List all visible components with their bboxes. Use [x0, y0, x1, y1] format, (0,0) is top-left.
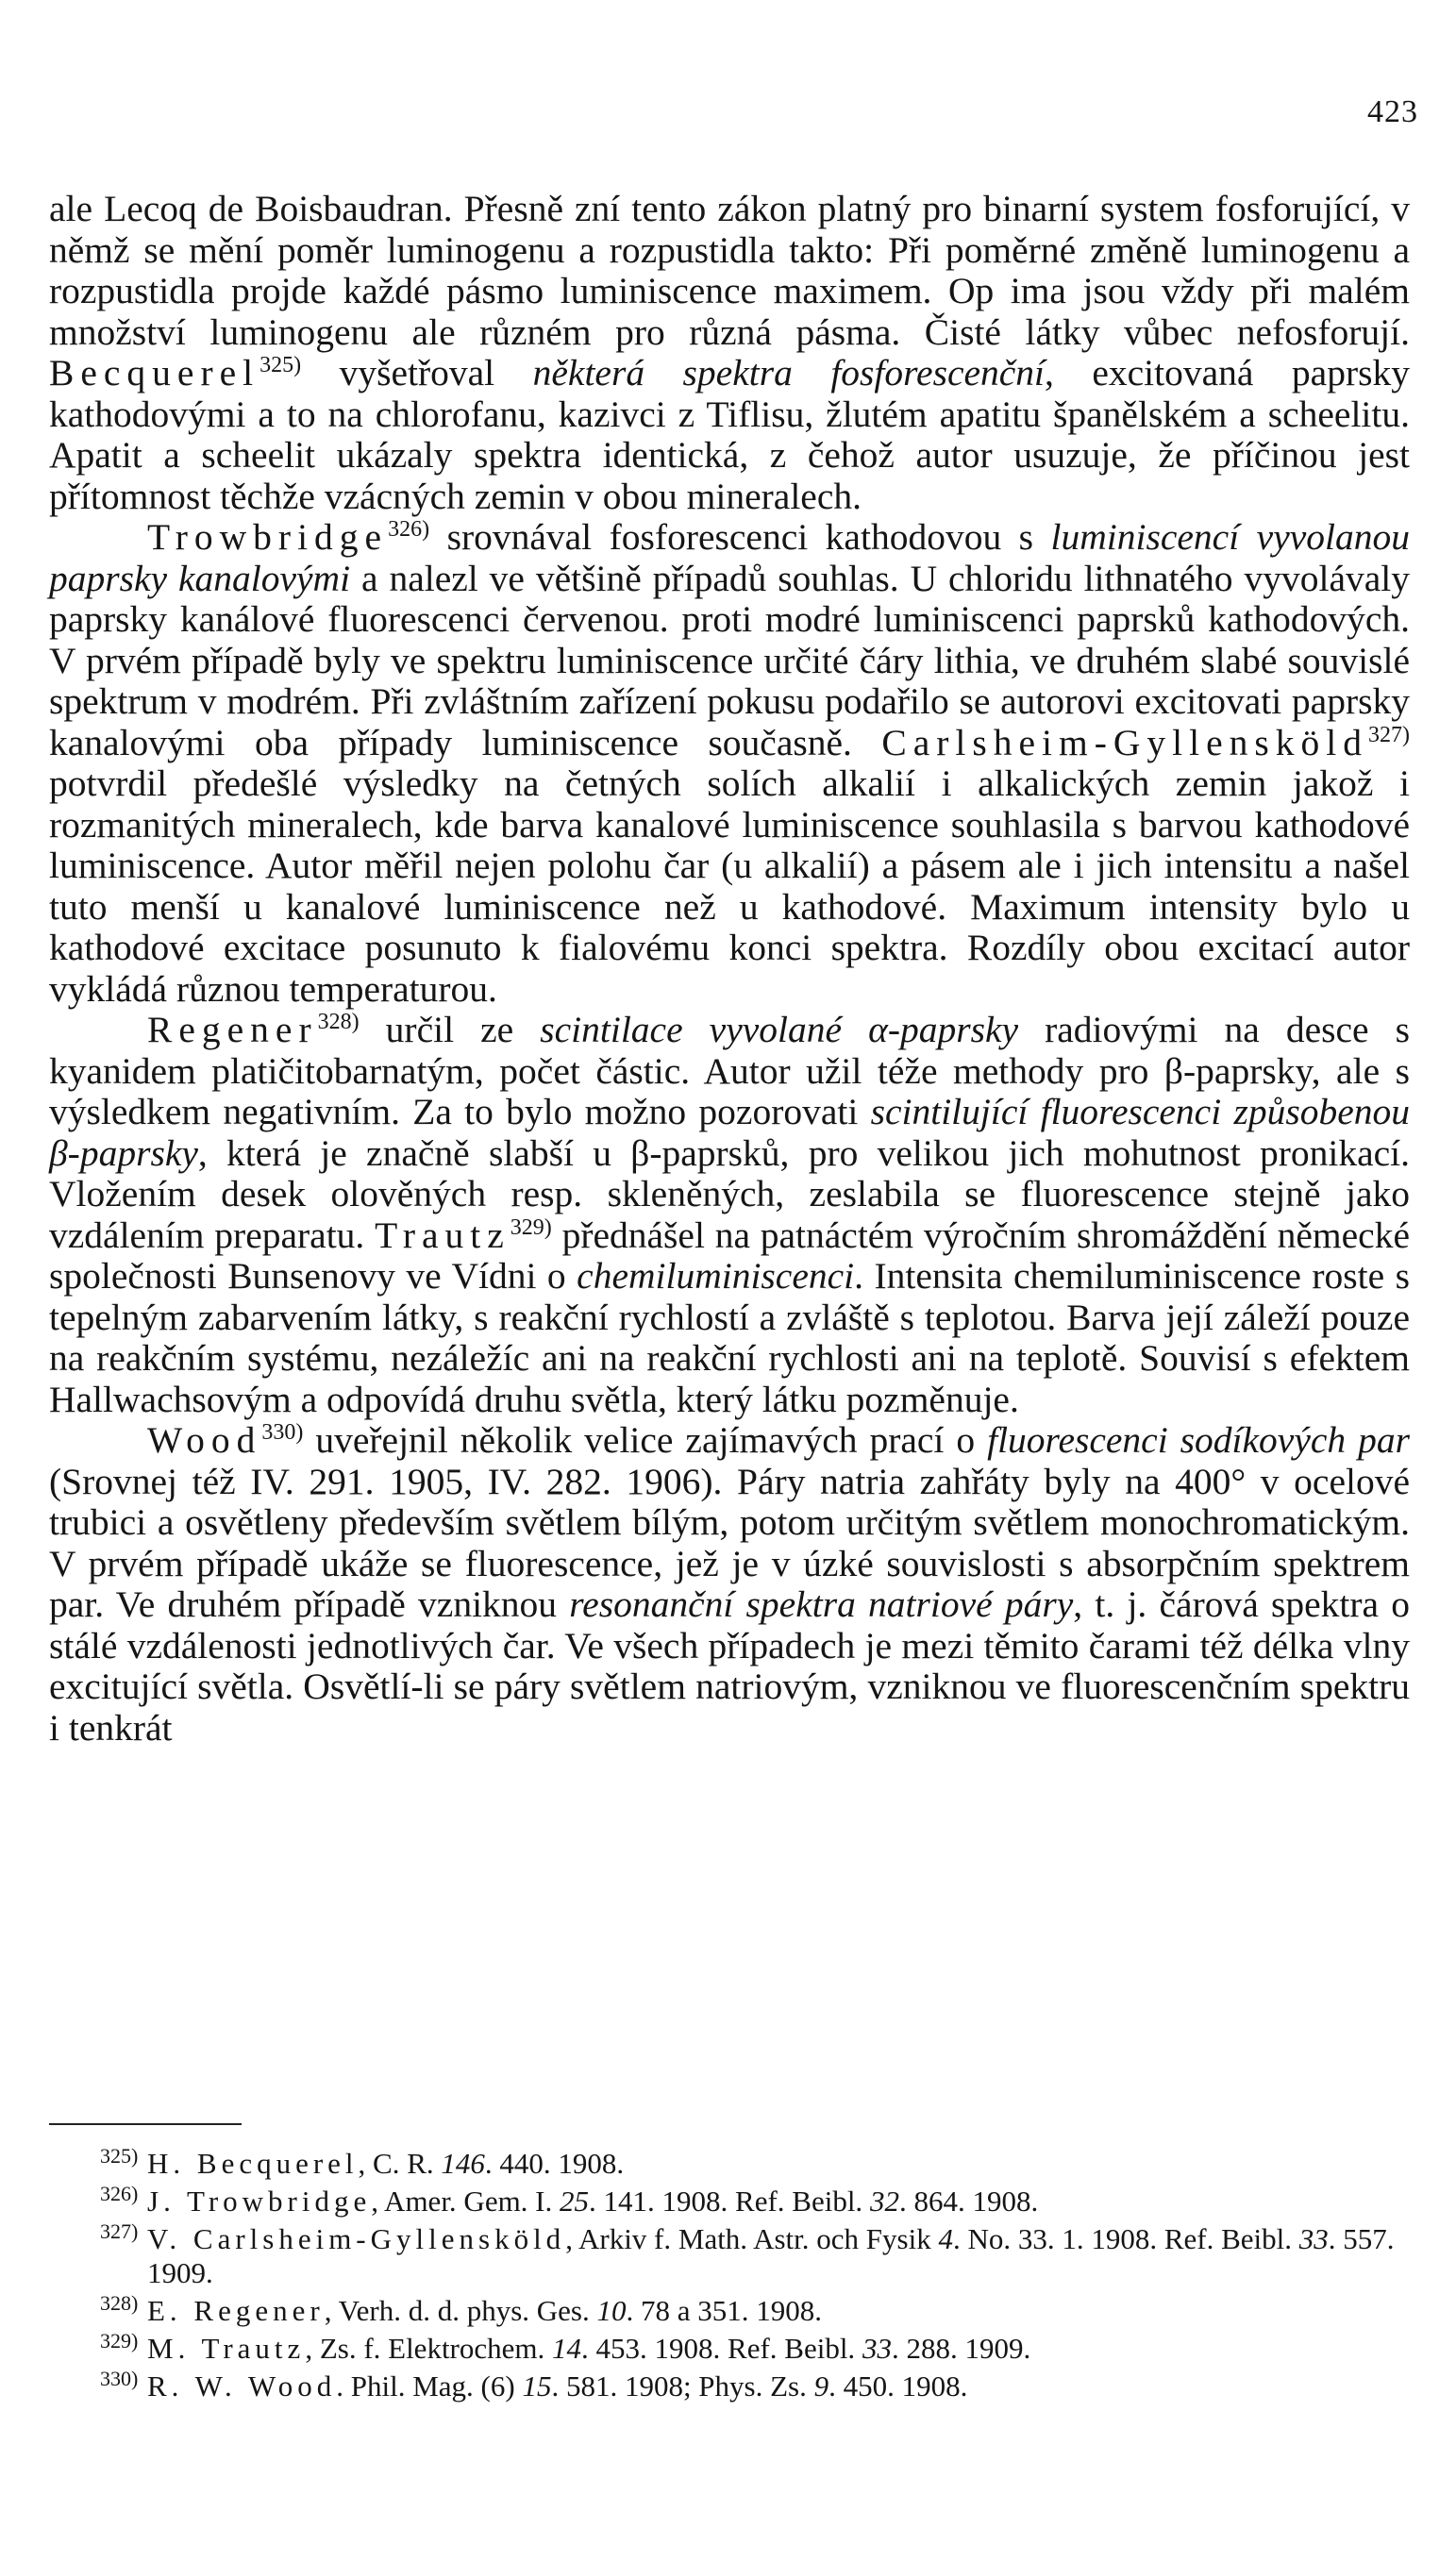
footnote: 326) J. Trowbridge, Amer. Gem. I. 25. 141. 1908. Ref. Beibl. 32. 864. 1908. — [100, 2181, 1039, 2218]
footnote-text: . No. 33. 1. 1908. Ref. Beibl. — [952, 2222, 1299, 2255]
p1-text: vyšetřoval — [301, 352, 533, 394]
paragraph-4 — [49, 1420, 1410, 1749]
footnote-text: . 288. 1909. — [891, 2332, 1031, 2365]
p4-text: uveřejnil několik velice zajímavých prací o — [303, 1419, 988, 1461]
emphasis: scintilující fluorescenci způsobenou β-paprsky — [49, 1091, 1410, 1174]
p1-text: , excitovaná paprsky kathodovými a to na chlorofanu, kazivci z Tiflisu, žlutém apatitu španělském a scheelitu. Apatit a scheelit ukázaly spektra identická, z čehož autor usuzuje, že příčinou jest přítomnost těchže vzácných zemin v obou mineralech. — [49, 352, 1410, 517]
p2-text: srovnával fosforescenci kathodovou s — [429, 516, 1051, 558]
p3-text: přednášel na patnáctém výročním shromáždění německé společnosti Bunsenovy ve Vídni o — [49, 1214, 1410, 1297]
footnote-text: , Verh. d. d. phys. Ges. — [324, 2294, 597, 2327]
footnote-volume: 4 — [938, 2222, 953, 2255]
footnote-text: . 453. 1908. Ref. Beibl. — [581, 2332, 862, 2365]
footnote: 327) V. Carlsheim-Gyllensköld, Arkiv f. Math. Astr. och Fysik 4. No. 33. 1. 1908. Ref. Beibl. 33. 557. 1909. — [100, 2219, 1395, 2289]
p4-text: (Srovnej též IV. 291. 1905, IV. 282. 1906). Páry natria zahřáty byly na 400° v ocelové trubici a osvětleny především světlem bílým, potom určitým světlem monochromatickým. V prvém případě ukáže se fluorescence, jež je v úzké souvislosti s absorpčním spektrem par. Ve druhém případě vzniknou — [49, 1460, 1410, 1625]
author-name: Wood — [147, 1419, 262, 1461]
footnote-ref: 326) — [388, 516, 430, 542]
footnote-ref: 325) — [259, 352, 302, 377]
footnote-text: . 581. 1908; Phys. Zs. — [551, 2369, 814, 2403]
footnote-text: . Phil. Mag. (6) — [336, 2369, 523, 2403]
paragraph-3 — [49, 1010, 1410, 1420]
p3-text: , která je značně slabší u β-paprsků, pro velikou jich mohutnost pronikací. Vložením desek olověných resp. skleněných, zeslabila se fluorescence stejně jako vzdálením preparatu. — [49, 1131, 1410, 1256]
footnote-volume: 146 — [441, 2147, 485, 2180]
footnote-text: , Amer. Gem. I. — [371, 2185, 561, 2218]
p1-text: ale Lecoq de Boisbaudran. Přesně zní tento zákon platný pro binarní system fosforující, v němž se mění poměr luminogenu a rozpustidla takto: Při poměrné změně luminogenu a rozpustidla projde každé pásmo luminiscence maximem. Op ima jsou vždy při malém množství luminogenu ale různém pro různá pásma. Čisté látky vůbec nefosforují. — [49, 188, 1410, 353]
footnote-volume: 14 — [552, 2332, 582, 2365]
footnote-text: . 141. 1908. Ref. Beibl. — [589, 2185, 870, 2218]
footnote-text: . 78 a 351. 1908. — [626, 2294, 822, 2327]
p2-text: potvrdil předešlé výsledky na četných solích alkalií i alkalických zemin jakož i rozmanitých mineralech, kde barva kanalové luminiscence souhlasila s barvou kathodové luminiscence. Autor měřil nejen polohu čar (u alkalií) a pásem ale i jich intensitu a našel tuto menší u kanalové luminiscence než u kathodové. Maximum intensity bylo u kathodové excitace posunuto k fialovému konci spektra. Rozdíly obou excitací autor vykládá různou temperaturou. — [49, 762, 1410, 1010]
footnote-text: , C. R. — [358, 2147, 442, 2180]
footnote-ref: 329) — [510, 1214, 552, 1240]
footnote-volume: 15 — [522, 2369, 552, 2403]
footnote-author: H. Becquerel — [147, 2147, 359, 2180]
footnote: 329) M. Trautz, Zs. f. Elektrochem. 14. 453. 1908. Ref. Beibl. 33. 288. 1909. — [100, 2328, 1031, 2365]
paragraph-1 — [49, 189, 1410, 517]
page-number: 423 — [1367, 94, 1418, 129]
author-name: Trowbridge — [147, 516, 389, 558]
footnote-author: M. Trautz — [147, 2332, 306, 2365]
p3-text: radiovými na desce s kyanidem platičitobarnatým, počet částic. Autor užil téže methody pro β-paprsky, ale s výsledkem negativním. Za to bylo možno pozorovati — [49, 1009, 1410, 1132]
footnote-text: , Arkiv f. Math. Astr. och Fysik — [565, 2222, 939, 2255]
footnote: 330) R. W. Wood. Phil. Mag. (6) 15. 581. 1908; Phys. Zs. 9. 450. 1908. — [100, 2366, 968, 2403]
emphasis: luminiscencí vyvolanou paprsky kanalovými — [49, 516, 1410, 599]
footnote-volume: 32 — [869, 2185, 899, 2218]
footnote-author: R. W. Wood — [147, 2369, 337, 2403]
emphasis: scintilace vyvolané α-paprsky — [540, 1009, 1019, 1050]
footnote-author: E. Regener — [147, 2294, 325, 2327]
footnote-ref: 327) — [1368, 722, 1410, 747]
emphasis: resonanční spektra natriové páry — [569, 1583, 1074, 1625]
author-name: Carlsheim-Gyllensköld — [881, 721, 1368, 763]
footnote-text: , Zs. f. Elektrochem. — [305, 2332, 553, 2365]
footnote-text: . 864. 1908. — [898, 2185, 1039, 2218]
footnote-volume: 25 — [560, 2185, 590, 2218]
paragraph-2 — [49, 517, 1410, 1010]
footnote-author: V. Carlsheim-Gyllensköld — [147, 2222, 566, 2255]
p2-text: a nalezl ve většině případů souhlas. U chloridu lithnatého vyvolávaly paprsky kanálové fluorescenci červenou. proti modré luminiscenci paprsků kathodových. V prvém případě byly ve spektru luminiscence určité čáry lithia, ve druhém slabé souvislé spektrum v modrém. Při zvláštním zařízení pokusu podařilo se autorovi excitovati paprsky kanalovými oba případy luminiscence současně. — [49, 557, 1410, 763]
footnote-ref: 330) — [261, 1419, 304, 1445]
author-name: Regener — [147, 1009, 318, 1050]
author-name: Becquerel — [49, 352, 260, 394]
footnote-ref: 328) — [317, 1009, 360, 1034]
footnote-volume: 33 — [862, 2332, 892, 2365]
p3-text: určil ze — [359, 1009, 541, 1050]
footnotes — [49, 2143, 1410, 2407]
footnote-text: . 450. 1908. — [828, 2369, 968, 2403]
footnote-text: . 440. 1908. — [484, 2147, 625, 2180]
footnote: 325) H. Becquerel, C. R. 146. 440. 1908. — [100, 2143, 625, 2180]
footnote: 328) E. Regener, Verh. d. d. phys. Ges. 10. 78 a 351. 1908. — [100, 2290, 822, 2327]
p4-text: , t. j. čárová spektra o stálé vzdálenosti jednotlivých čar. Ve všech případech je mezi těmito čarami též délka vlny excitující světla. Osvětlí-li se páry světlem natriovým, vzniknou ve fluorescenčním spektru i tenkrát — [49, 1583, 1410, 1749]
footnote-volume: 10 — [596, 2294, 627, 2327]
footnote-divider — [49, 2123, 242, 2125]
footnote-text: . 557. 1909. — [147, 2222, 1395, 2289]
main-text — [49, 189, 1410, 1749]
emphasis: některá spektra fosforescenční — [532, 352, 1046, 394]
footnote-author: J. Trowbridge — [147, 2185, 372, 2218]
emphasis: chemiluminiscenci — [577, 1255, 855, 1297]
footnote-volume: 9 — [813, 2369, 829, 2403]
author-name: Trautz — [375, 1214, 510, 1256]
emphasis: fluorescenci sodíkových par — [987, 1419, 1410, 1461]
p3-text: . Intensita chemiluminiscence roste s tepelným zabarvením látky, s reakční rychlostí a zvláště s teplotou. Barva její záleží pouze na reakčním systému, nezáležíc ani na reakční rychlosti ani na teplotě. Souvisí s efektem Hallwachsovým a odpovídá druhu světla, který látku pozměnuje. — [49, 1255, 1411, 1420]
footnote-volume: 33 — [1298, 2222, 1329, 2255]
